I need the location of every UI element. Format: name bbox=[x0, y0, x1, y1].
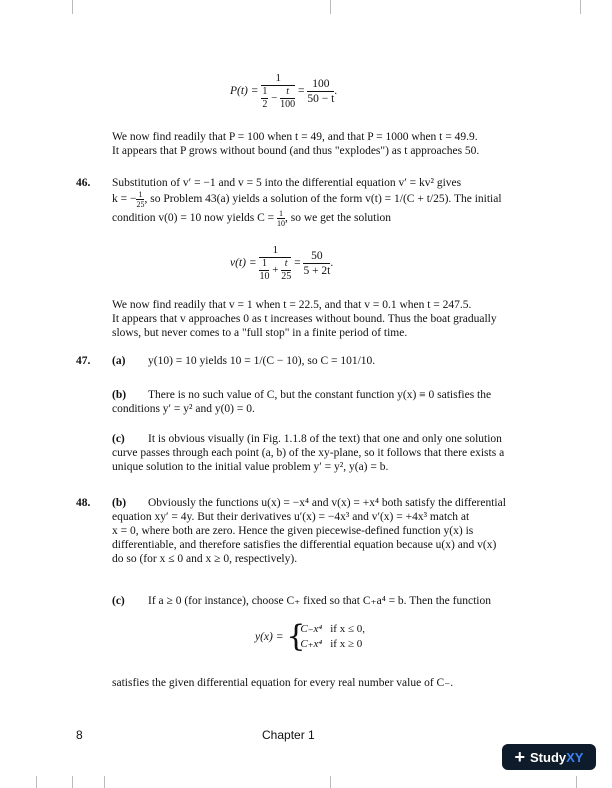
scan-mark bbox=[580, 0, 581, 14]
scan-mark bbox=[36, 776, 37, 788]
brace: { bbox=[286, 619, 306, 654]
problem-number: 48. bbox=[76, 497, 91, 509]
problem-46-text bbox=[112, 176, 502, 228]
frac-den: 25 bbox=[281, 271, 292, 282]
part-label: (c) bbox=[112, 433, 125, 445]
frac-den: 10 bbox=[259, 271, 270, 282]
text-line: conditions y′ = y² and y(0) = 0. bbox=[112, 403, 255, 415]
frac-den: 100 bbox=[280, 99, 296, 110]
frac-num: 50 bbox=[303, 249, 330, 264]
case-expr: C₊x⁴ bbox=[300, 638, 323, 650]
frac-den: 10 bbox=[277, 219, 286, 228]
part-label: (c) bbox=[112, 595, 125, 607]
scan-mark bbox=[72, 776, 73, 788]
equals: = bbox=[297, 85, 305, 98]
cases-block bbox=[286, 619, 369, 654]
eq-lhs: y(x) = bbox=[255, 631, 284, 643]
text-line: Substitution of v′ = −1 and v = 5 into the differential equation v′ = kv² gives bbox=[112, 177, 462, 189]
fraction-numerator: 1 bbox=[259, 244, 291, 258]
frac-num: 100 bbox=[307, 77, 334, 92]
part-b-text bbox=[112, 388, 491, 416]
period: . bbox=[334, 85, 338, 98]
scan-mark bbox=[104, 776, 105, 788]
text-line: slows, but never comes to a "full stop" in a finite period of time. bbox=[112, 327, 408, 339]
text-span: condition v(0) = 10 now yields C = bbox=[112, 212, 278, 225]
equals: = bbox=[294, 257, 301, 270]
paragraph-v-results bbox=[112, 298, 497, 340]
equation-v-of-t bbox=[230, 244, 333, 283]
text-line: equation xy′ = 4y. But their derivatives u′(x) = −4x³ and v′(x) = +4x³ match at bbox=[112, 511, 470, 523]
frac-num: 1 bbox=[262, 86, 268, 97]
frac-num: 1 bbox=[138, 190, 143, 199]
chapter-label: Chapter 1 bbox=[262, 728, 315, 742]
problem-number: 47. bbox=[76, 355, 91, 367]
text-line: It appears that v approaches 0 as t increases without bound. Thus the boat gradually bbox=[112, 313, 497, 325]
fraction bbox=[303, 249, 330, 278]
part-label: (b) bbox=[112, 497, 127, 509]
case-expr: C₋x⁴ bbox=[300, 623, 323, 635]
eq-lhs: P(t) = bbox=[230, 85, 259, 98]
text-line: do so (for x ≤ 0 and x ≥ 0, respectively). bbox=[112, 553, 298, 565]
text-line bbox=[112, 209, 502, 228]
scan-mark bbox=[330, 0, 331, 14]
text-line bbox=[112, 190, 502, 209]
logo-text: Study bbox=[530, 749, 567, 765]
frac-num: t bbox=[280, 86, 295, 99]
logo-text-accent: XY bbox=[566, 749, 584, 765]
fraction-numerator: 1 bbox=[261, 72, 295, 86]
frac-num: t bbox=[281, 258, 291, 271]
frac-num: 1 bbox=[259, 258, 269, 271]
frac-den: 50 − t bbox=[307, 93, 335, 105]
text-line: We now find readily that v = 1 when t = 22.5, and that v = 0.1 when t = 247.5. bbox=[112, 299, 472, 311]
part-c-text: If a ≥ 0 (for instance), choose C₊ fixed so that C₊a⁴ = b. Then the function bbox=[148, 595, 491, 607]
case-cond: if x ≤ 0, bbox=[330, 623, 366, 635]
frac-den: 5 + 2t bbox=[303, 265, 331, 277]
part-a-text: y(10) = 10 yields 10 = 1/(C − 10), so C = 101/10. bbox=[148, 355, 376, 367]
scan-mark bbox=[330, 776, 331, 788]
period: . bbox=[330, 257, 334, 270]
eq-lhs: v(t) = bbox=[230, 257, 257, 270]
studyxy-logo[interactable] bbox=[502, 744, 596, 770]
piecewise-equation bbox=[255, 619, 369, 654]
text-line: We now find readily that P = 100 when t = 49, and that P = 1000 when t = 49.9. bbox=[112, 131, 478, 143]
text-line: It is obvious visually (in Fig. 1.1.8 of the text) that one and only one solution bbox=[148, 433, 502, 445]
text-line: Obviously the functions u(x) = −x⁴ and v(x) = +x⁴ both satisfy the differential bbox=[148, 497, 506, 509]
part-label: (b) bbox=[112, 389, 127, 401]
problem-number: 46. bbox=[76, 177, 91, 189]
part-label: (a) bbox=[112, 355, 126, 367]
scan-mark bbox=[576, 776, 577, 788]
part-c-text bbox=[112, 432, 504, 474]
scan-mark bbox=[72, 0, 73, 14]
frac-den: 25 bbox=[136, 200, 145, 209]
text-line: It appears that P grows without bound (and thus "explodes") as t approaches 50. bbox=[112, 145, 480, 157]
paragraph-p-results bbox=[112, 130, 479, 158]
plus-icon: + bbox=[514, 747, 526, 767]
text-span: , so Problem 43(a) yields a solution of the form v(t) = 1/(C + t/25). The initial bbox=[144, 193, 502, 206]
frac-den: 2 bbox=[262, 99, 268, 110]
text-line: unique solution to the initial value problem y′ = y², y(a) = b. bbox=[112, 461, 389, 473]
complex-fraction bbox=[259, 244, 291, 283]
equation-p-of-t bbox=[230, 72, 337, 111]
complex-fraction: 1 $\frac{1}{2}$ − $\frac{t}{100}$ bbox=[262, 72, 296, 110]
text-line: differentiable, and therefore satisfies the differential equation because u(x) and v(x) bbox=[112, 539, 497, 551]
case-cond: if x ≥ 0 bbox=[330, 638, 363, 650]
text-line: curve passes through each point (a, b) of the xy-plane, so it follows that there exists a bbox=[112, 447, 505, 459]
part-b-text bbox=[112, 496, 506, 566]
text-line: x = 0, where both are zero. Hence the given piecewise-defined function y(x) is bbox=[112, 525, 474, 537]
text-line: There is no such value of C, but the constant function y(x) ≡ 0 satisfies the bbox=[148, 389, 492, 401]
text-span: k = − bbox=[112, 193, 137, 206]
frac-num: 1 bbox=[279, 209, 284, 218]
part-c-conclusion: satisfies the given differential equation for every real number value of C₋. bbox=[112, 677, 454, 689]
fraction bbox=[307, 77, 334, 106]
page-number: 8 bbox=[76, 728, 83, 742]
text-span: , so we get the solution bbox=[285, 212, 392, 225]
operator: + bbox=[272, 264, 279, 277]
